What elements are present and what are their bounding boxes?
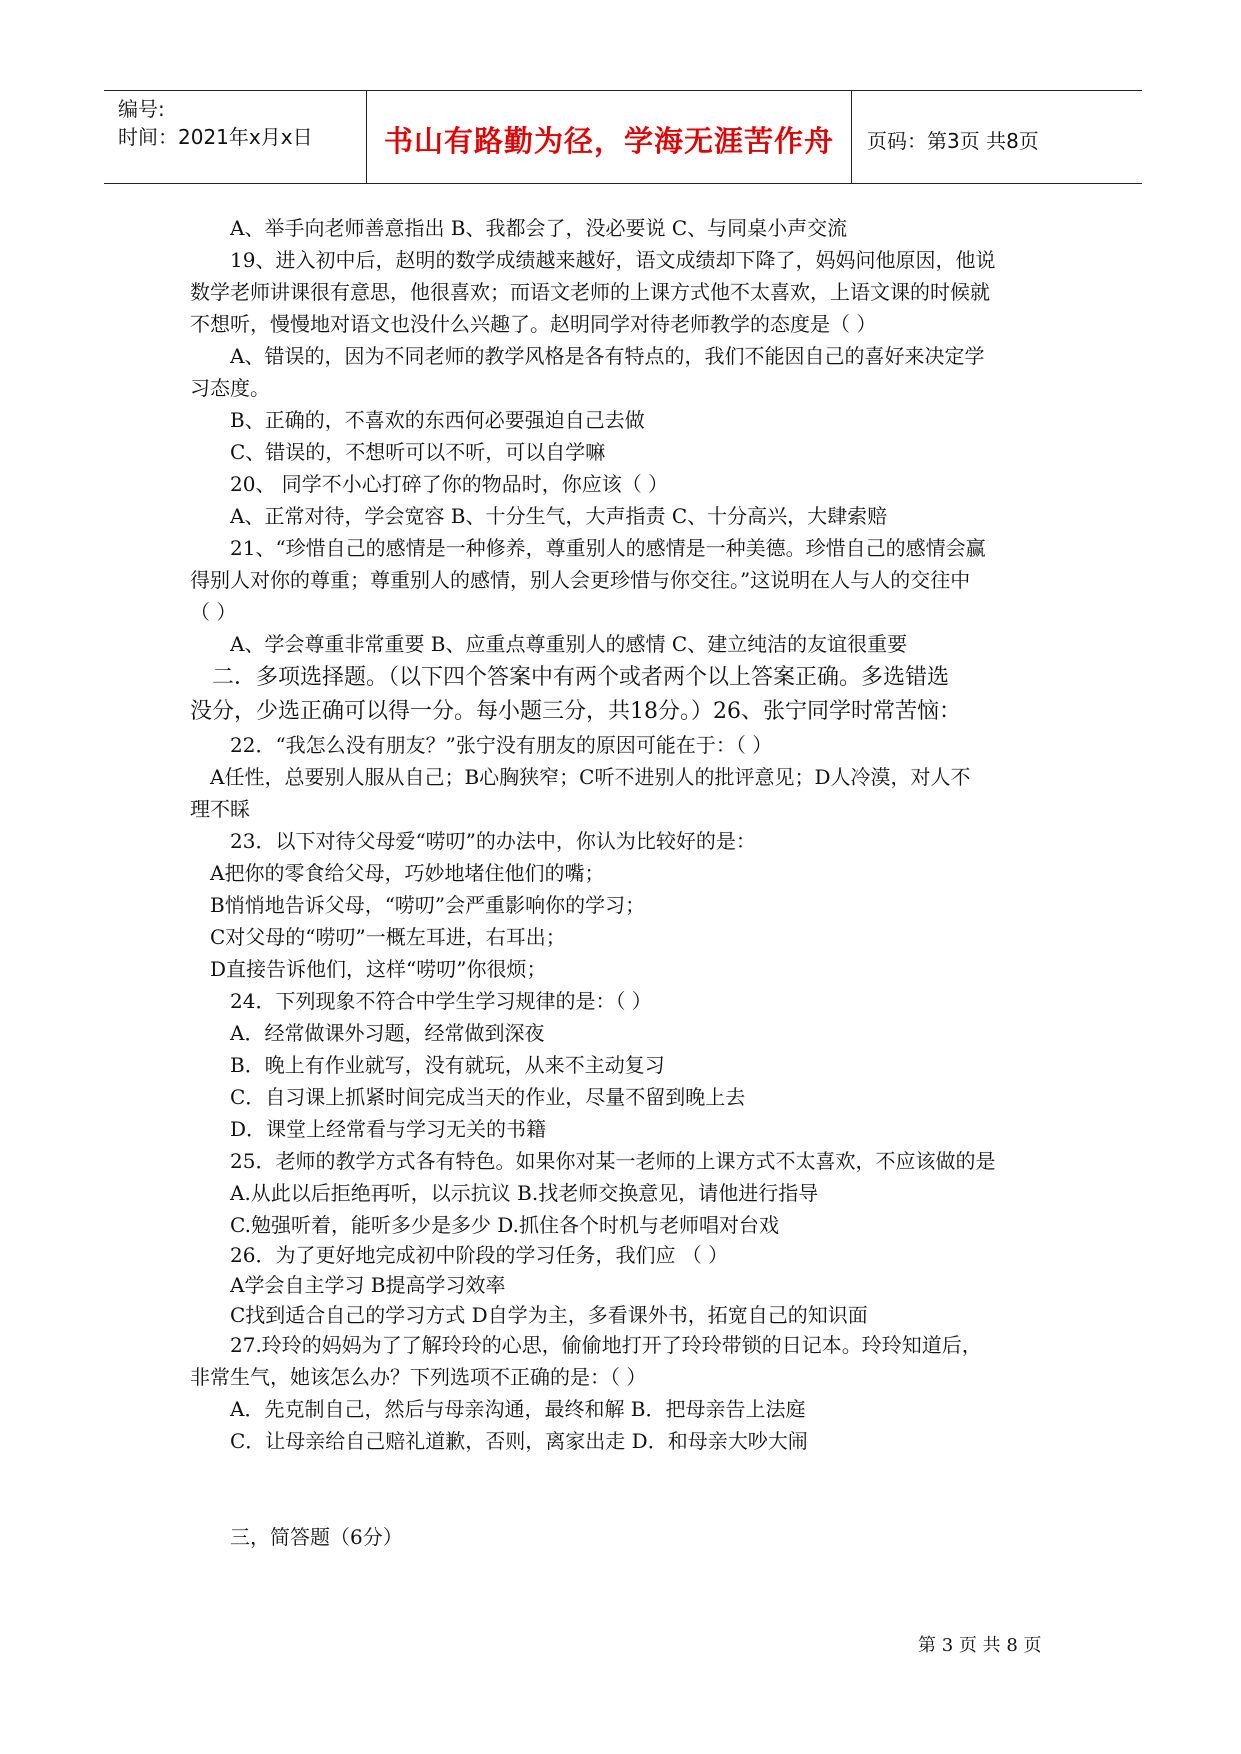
page-header bbox=[104, 90, 1142, 184]
question-25-options-line-1: A.从此以后拒绝再听，以示抗议 B.找老师交换意见，请他进行指导 bbox=[230, 1181, 819, 1205]
question-26-options-line-2: C找到适合自己的学习方式 D自学为主，多看课外书，拓宽自己的知识面 bbox=[230, 1303, 868, 1327]
question-22-options-line-1: A任性，总要别人服从自己；B心胸狭窄；C听不进别人的批评意见；D人冷漠，对人不 bbox=[210, 765, 971, 789]
header-left-cell bbox=[104, 91, 367, 183]
question-24-option-a: A．经常做课外习题，经常做到深夜 bbox=[230, 1021, 545, 1045]
page-footer: 第 3 页 共 8 页 bbox=[918, 1635, 1042, 1656]
question-24-option-b: B．晚上有作业就写，没有就玩，从来不主动复习 bbox=[230, 1053, 665, 1077]
header-page-number: 页码：第3页 共8页 bbox=[867, 129, 1039, 153]
question-19-option-a-line-1: A、错误的，因为不同老师的教学风格是各有特点的，我们不能因自己的喜好来决定学 bbox=[230, 344, 985, 368]
question-27-options-line-2: C．让母亲给自己赔礼道歉，否则，离家出走 D．和母亲大吵大闹 bbox=[230, 1429, 808, 1453]
section-3-heading: 三，简答题（6分） bbox=[230, 1525, 403, 1549]
question-19-text-line-2: 数学老师讲课很有意思，他很喜欢；而语文老师的上课方式他不太喜欢，上语文课的时候就 bbox=[190, 280, 990, 304]
header-motto-cell bbox=[367, 91, 852, 183]
section-2-heading-line-2: 没分，少选正确可以得一分。每小题三分，共18分。）26、张宁同学时常苦恼： bbox=[190, 699, 961, 724]
question-19-text-line-3: 不想听，慢慢地对语文也没什么兴趣了。赵明同学对待老师教学的态度是（ ） bbox=[190, 312, 877, 336]
section-2-heading-line-1: 二．多项选择题。（以下四个答案中有两个或者两个以上答案正确。多选错选 bbox=[212, 665, 950, 690]
question-19-option-b: B、正确的，不喜欢的东西何必要强迫自己去做 bbox=[230, 408, 645, 432]
question-22-text: 22．“我怎么没有朋友？”张宁没有朋友的原因可能在于：（ ） bbox=[230, 733, 773, 757]
document-number-label: 编号: bbox=[118, 97, 165, 121]
question-24-text: 24．下列现象不符合中学生学习规律的是：（ ） bbox=[230, 989, 652, 1013]
question-27-options-line-1: A．先克制自己，然后与母亲沟通，最终和解 B．把母亲告上法庭 bbox=[230, 1397, 806, 1421]
question-24-option-d: D．课堂上经常看与学习无关的书籍 bbox=[230, 1117, 547, 1141]
question-21-text-line-3: （ ） bbox=[190, 600, 237, 624]
header-right-cell bbox=[853, 91, 1142, 183]
question-21-text-line-2: 得别人对你的尊重；尊重别人的感情，别人会更珍惜与你交往。”这说明在人与人的交往中 bbox=[190, 568, 971, 592]
question-23-option-d: D直接告诉他们，这样“唠叨”你很烦； bbox=[210, 957, 547, 981]
header-motto: 书山有路勤为径，学海无涯苦作舟 bbox=[383, 124, 834, 158]
question-19-option-a-line-2: 习态度。 bbox=[190, 376, 270, 400]
question-24-option-c: C．自习课上抓紧时间完成当天的作业，尽量不留到晚上去 bbox=[230, 1085, 746, 1109]
question-18-options: A、举手向老师善意指出 B、我都会了，没必要说 C、与同桌小声交流 bbox=[230, 216, 848, 240]
question-25-options-line-2: C.勉强听着，能听多少是多少 D.抓住各个时机与老师唱对台戏 bbox=[230, 1213, 779, 1237]
question-19-text-line-1: 19、进入初中后，赵明的数学成绩越来越好，语文成绩却下降了，妈妈问他原因，他说 bbox=[230, 248, 996, 272]
question-26-options-line-1: A学会自主学习 B提高学习效率 bbox=[230, 1273, 506, 1297]
question-23-option-b: B悄悄地告诉父母，“唠叨”会严重影响你的学习； bbox=[210, 893, 646, 917]
question-26-text: 26．为了更好地完成初中阶段的学习任务，我们应 （ ） bbox=[230, 1243, 729, 1267]
document-time-label: 时间：2021年x月x日 bbox=[118, 125, 313, 149]
question-23-option-a: A把你的零食给父母，巧妙地堵住他们的嘴； bbox=[210, 861, 605, 885]
question-27-text-line-1: 27.玲玲的妈妈为了了解玲玲的心思，偷偷地打开了玲玲带锁的日记本。玲玲知道后， bbox=[230, 1333, 982, 1357]
question-22-options-line-2: 理不睬 bbox=[190, 797, 250, 821]
question-20-options: A、正常对待，学会宽容 B、十分生气，大声指责 C、十分高兴，大肆索赔 bbox=[230, 504, 888, 528]
question-25-text: 25．老师的教学方式各有特色。如果你对某一老师的上课方式不太喜欢，不应该做的是 bbox=[230, 1149, 996, 1173]
question-23-option-c: C对父母的“唠叨”一概左耳进，右耳出； bbox=[210, 925, 566, 949]
question-27-text-line-2: 非常生气，她该怎么办？下列选项不正确的是：（ ） bbox=[190, 1365, 647, 1389]
question-19-option-c: C、错误的，不想听可以不听，可以自学嘛 bbox=[230, 440, 606, 464]
question-23-text: 23．以下对待父母爱“唠叨”的办法中，你认为比较好的是： bbox=[230, 829, 756, 853]
question-21-options: A、学会尊重非常重要 B、应重点尊重别人的感情 C、建立纯洁的友谊很重要 bbox=[230, 632, 908, 656]
question-20-text: 20、 同学不小心打碎了你的物品时，你应该（ ） bbox=[230, 472, 669, 496]
question-21-text-line-1: 21、“珍惜自己的感情是一种修养，尊重别人的感情是一种美德。珍惜自己的感情会赢 bbox=[230, 536, 986, 560]
